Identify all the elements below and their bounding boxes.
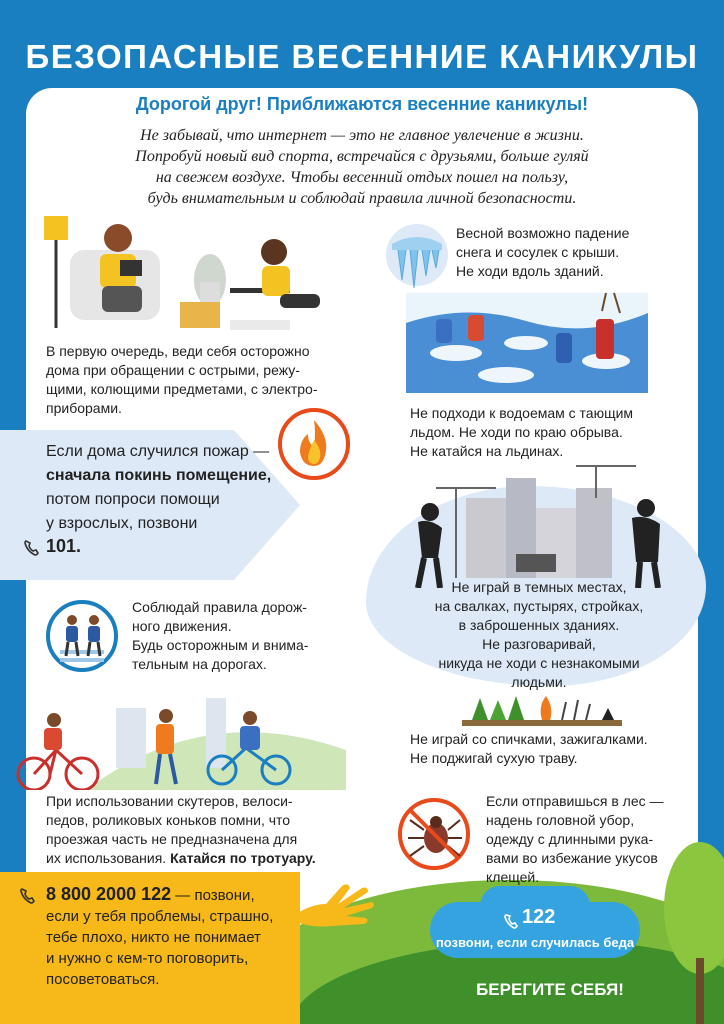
- scooter-line: проезжая часть не предназначена для: [46, 831, 298, 847]
- scooter-plain: их использования.: [46, 850, 171, 866]
- fire-line: у взрослых, позвони: [46, 515, 198, 532]
- strangers-line: Не играй в темных местах,: [451, 579, 627, 595]
- road-line: Будь осторожным и внима-: [132, 637, 309, 653]
- grass-fire-illustration: [462, 690, 622, 730]
- intro-line: Не забывай, что интернет — это не главное увлечение в жизни.: [140, 127, 584, 144]
- helpline-phone-icon: [18, 886, 38, 906]
- hand-illustration: [292, 874, 378, 938]
- ice-line: льдом. Не ходи по краю обрыва.: [410, 424, 623, 440]
- fire-line: потом попроси помощи: [46, 491, 220, 508]
- strangers-line: в заброшенных зданиях.: [458, 617, 620, 633]
- tick-warning-icon: [396, 796, 472, 872]
- ice-river-illustration: [406, 283, 648, 393]
- intro-line: будь внимательным и соблюдай правила личной безопасности.: [147, 190, 577, 207]
- pedestrians-icon: [44, 598, 120, 674]
- strangers-line: на свалках, пустырях, стройках,: [434, 598, 644, 614]
- home-line: В первую очередь, веди себя осторожно: [46, 343, 310, 359]
- forest-line: вами во избежание укусов: [486, 850, 658, 866]
- road-line: тельным на дорогах.: [132, 656, 267, 672]
- road-text: [132, 598, 352, 674]
- icicles-line: снега и сосулек с крыши.: [456, 244, 620, 260]
- ice-line: Не подходи к водоемам с тающим: [410, 405, 634, 421]
- cyclists-illustration: [6, 680, 346, 790]
- forest-text: [486, 792, 696, 887]
- matches-text: [410, 730, 680, 768]
- forest-line: клещей.: [486, 869, 540, 885]
- helpline-line: если у тебя проблемы, страшно,: [46, 908, 274, 925]
- fire-text: [46, 440, 296, 536]
- scooter-text: [46, 792, 346, 868]
- strangers-text: [396, 578, 682, 692]
- emergency-phone-icon: [502, 912, 520, 930]
- fire-line-bold: сначала покинь помещение,: [46, 467, 272, 484]
- emergency-number: 122: [522, 906, 556, 928]
- fire-icon: [276, 406, 352, 482]
- footer-slogan: БЕРЕГИТЕ СЕБЯ!: [476, 980, 624, 999]
- scooter-bold: Катайся по тротуару.: [170, 850, 316, 866]
- helpline-text: [46, 884, 296, 990]
- scooter-line: педов, роликовых коньков помни, что: [46, 812, 291, 828]
- page-title: БЕЗОПАСНЫЕ ВЕСЕННИЕ КАНИКУЛЫ: [25, 38, 699, 75]
- home-line: приборами.: [46, 400, 122, 416]
- intro-text: [60, 125, 664, 209]
- home-line: дома при обращении с острыми, режу-: [46, 362, 300, 378]
- home-line: щими, колющими предметами, с электро-: [46, 381, 318, 397]
- helpline-line: и нужно с кем-то поговорить,: [46, 950, 249, 967]
- helpline-number: 8 800 2000 122: [46, 884, 172, 904]
- ice-text: [410, 404, 670, 461]
- home-illustration: [40, 210, 330, 335]
- road-line: Соблюдай правила дорож-: [132, 599, 307, 615]
- construction-illustration: [396, 458, 682, 588]
- icicles-line: Весной возможно падение: [456, 225, 630, 241]
- fire-line: Если дома случился пожар —: [46, 443, 270, 460]
- emergency-caption: позвони, если случилась беда: [435, 935, 635, 950]
- strangers-line: никуда не ходи с незнакомыми: [438, 655, 640, 671]
- icicles-text: [456, 224, 676, 281]
- intro-line: Попробуй новый вид спорта, встречайся с друзьями, больше гуляй: [135, 148, 589, 165]
- road-line: ного движения.: [132, 618, 232, 634]
- matches-line: Не играй со спичками, зажигалками.: [410, 731, 648, 747]
- strangers-line: Не разговаривай,: [482, 636, 596, 652]
- phone-icon: [22, 538, 42, 558]
- helpline-rest: — позвони,: [171, 887, 255, 904]
- scooter-line-last: [46, 849, 346, 868]
- helpline-line: тебе плохо, никто не понимает: [46, 929, 261, 946]
- intro-line: на свежем воздухе. Чтобы весенний отдых пошел на пользу,: [155, 169, 569, 186]
- forest-line: одежду с длинными рука-: [486, 831, 654, 847]
- strangers-line: людьми.: [511, 674, 567, 690]
- helpline-line: посоветоваться.: [46, 971, 160, 988]
- greeting: Дорогой друг! Приближаются весенние каникулы!: [135, 94, 589, 114]
- icicles-line: Не ходи вдоль зданий.: [456, 263, 604, 279]
- helpline-first-line: [46, 884, 296, 906]
- matches-line: Не поджигай сухую траву.: [410, 750, 578, 766]
- forest-line: надень головной убор,: [486, 812, 635, 828]
- ice-line: Не катайся на льдинах.: [410, 443, 564, 459]
- fire-number: 101.: [46, 536, 82, 556]
- scooter-line: При использовании скутеров, велоси-: [46, 793, 293, 809]
- forest-line: Если отправишься в лес —: [486, 793, 664, 809]
